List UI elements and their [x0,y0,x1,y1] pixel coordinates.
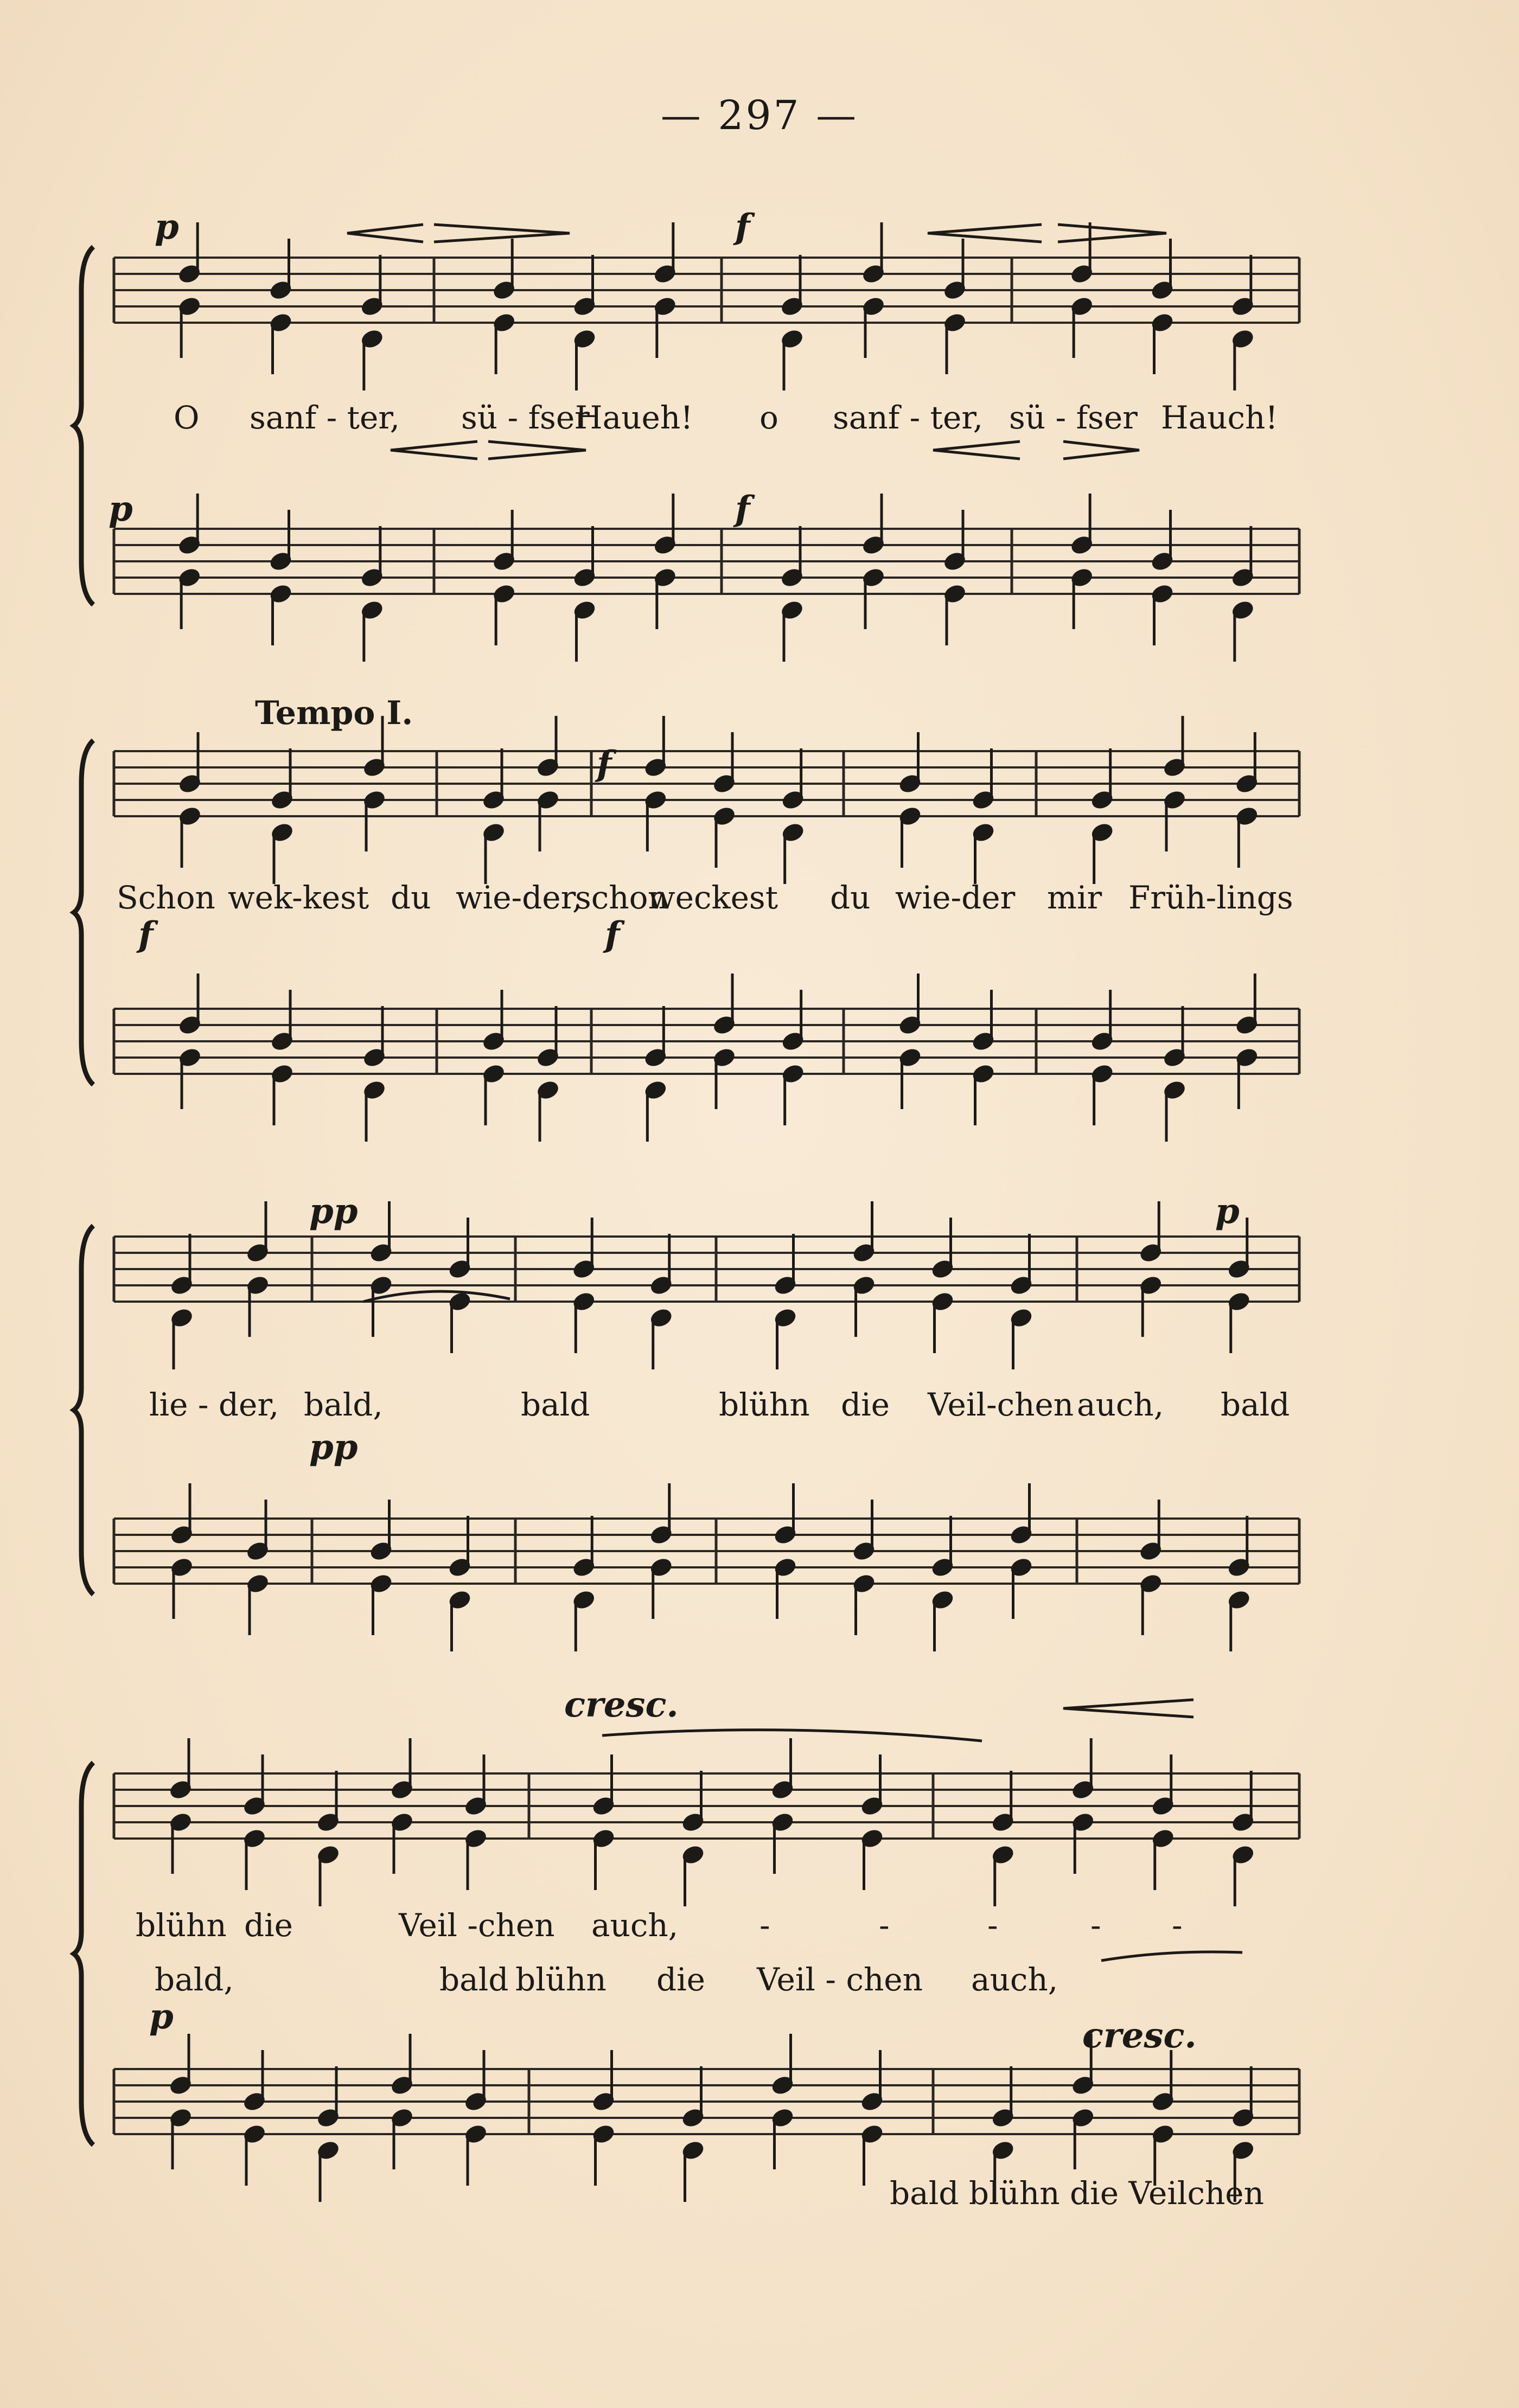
crescendo-hairpin [933,441,1020,459]
note [449,1590,471,1651]
lyric-syllable: Veil-chen [928,1386,1074,1423]
note [573,1292,595,1353]
note [899,1048,921,1109]
tempo-marking: Tempo I. [255,694,413,732]
lyric-syllable: die [244,1907,293,1944]
note [247,1500,269,1561]
note [493,584,515,645]
note [363,1006,386,1067]
lyric-syllable: wie-der [895,879,1016,916]
lower-staff [114,2069,1299,2134]
note [317,2066,340,2128]
lyric-syllable: - [760,1907,770,1944]
note [537,1080,559,1142]
note [781,600,803,662]
lyric-syllable: sü - fser [1009,399,1138,436]
note [782,823,804,884]
dynamic-marking: p [149,1996,174,2037]
lyric-syllable: blühn [515,1961,607,1998]
note [992,2066,1014,2128]
note [654,297,676,358]
upper-staff [114,751,1299,816]
note [244,1829,266,1890]
note [592,1754,615,1816]
note [449,1516,471,1577]
note [592,2124,615,2186]
lyric-syllable: weckest [648,879,778,916]
note [592,2050,615,2111]
system-brace [74,1226,93,1594]
note [861,1754,883,1816]
crescendo-hairpin [1063,1700,1194,1717]
note [1164,1080,1186,1142]
note [449,1292,471,1353]
note [1140,1201,1162,1263]
note [170,1738,192,1799]
lyric-syllable: bald, [155,1961,234,1998]
crescendo-hairpin [928,225,1042,242]
note [944,584,966,645]
note [270,239,292,300]
note [271,748,293,810]
note [992,1771,1014,1832]
note [644,1006,667,1067]
note [1072,1738,1094,1799]
dynamic-marking: cresc. [564,1685,679,1725]
note [1164,1006,1186,1067]
note [782,990,804,1051]
lyric-syllable: Schon [117,879,215,916]
note [931,1516,954,1577]
note [899,732,921,793]
note [1236,1048,1258,1109]
dynamic-marking: pp [309,1191,358,1232]
note [1140,1276,1162,1337]
tie-slur [363,1291,510,1302]
note [713,806,736,868]
note [1071,222,1093,284]
note [771,2108,794,2169]
lyric-syllable: blühn [136,1907,227,1944]
note [370,1500,392,1561]
note [483,748,505,810]
note [370,1574,392,1635]
note [370,1201,392,1263]
decrescendo-hairpin [1063,441,1139,459]
dynamic-marking: f [605,914,620,955]
lyric-syllable: die [841,1386,890,1423]
note [573,329,596,390]
lyric-syllable: blühn [719,1386,810,1423]
note [771,2034,794,2095]
lyric-syllable: die [656,1961,706,1998]
note [391,2108,413,2169]
note [1236,974,1258,1035]
note [317,1845,340,1906]
note [654,494,676,555]
note [370,1276,392,1337]
dynamic-marking: f [735,489,750,529]
note [1010,1483,1032,1545]
note [483,1064,505,1125]
note [171,1558,193,1619]
lyric-syllable: schon [575,879,668,916]
note [682,2066,704,2128]
tie-slur [1101,1952,1242,1961]
note [171,1234,193,1295]
note [931,1590,954,1651]
note [270,584,292,645]
note [573,526,596,587]
note [178,568,201,629]
note [853,1574,875,1635]
note [361,600,383,662]
note [170,2108,192,2169]
lyric-syllable: bald [439,1961,509,1998]
note [972,823,994,884]
note [483,990,505,1051]
note [782,748,804,810]
upper-staff [114,258,1299,323]
note [179,974,201,1035]
note [361,255,383,316]
system-brace [74,1763,93,2145]
note [483,823,505,884]
lower-staff [114,529,1299,594]
note [713,1048,736,1109]
note [1231,600,1254,662]
lower-staff [114,1519,1299,1584]
note [1010,1308,1032,1369]
note [1228,1590,1250,1651]
lyric-syllable: O [174,399,200,436]
lyric-syllable: bald, [304,1386,383,1423]
note [179,1048,201,1109]
note [1072,2108,1094,2169]
note [1010,1558,1032,1619]
note [244,2124,266,2186]
note [247,1201,269,1263]
note [650,1558,672,1619]
note [171,1308,193,1369]
note [493,239,515,300]
note [178,222,201,284]
lyric-syllable: Veil - chen [757,1961,923,1998]
note [972,1064,994,1125]
note [465,1829,487,1890]
lyric-syllable: auch, [1077,1386,1164,1423]
note [537,790,559,851]
note [713,974,736,1035]
lyric-syllable: du [830,879,871,916]
dynamic-marking: cresc. [1082,2015,1197,2056]
upper-staff [114,1773,1299,1839]
dynamic-marking: f [138,914,154,955]
note [493,313,515,374]
note [361,329,383,390]
lyric-syllable: Haueh! [575,399,693,436]
note [1151,584,1173,645]
lyric-syllable: wek-kest [228,879,369,916]
note [271,990,293,1051]
note [465,2124,487,2186]
note [1091,823,1113,884]
note [944,510,966,571]
note [573,255,596,316]
note [361,526,383,587]
note [853,1500,875,1561]
note [1231,526,1254,587]
note [317,2141,340,2202]
dynamic-marking: p [1215,1191,1240,1232]
note [650,1483,672,1545]
note [650,1308,672,1369]
lyric-syllable: mir [1047,879,1102,916]
note [1140,1574,1162,1635]
decrescendo-hairpin [1058,225,1166,242]
note [1091,990,1113,1051]
crescendo-hairpin [347,225,423,242]
note [1164,716,1186,777]
page-number: — 297 — [660,92,859,139]
lyric-syllable: o [760,399,778,436]
note [972,990,994,1051]
lyric-syllable: - [1090,1907,1101,1944]
note [391,1813,413,1874]
continuation-lyric: bald blühn die Veilchen [890,2175,1264,2212]
lyric-syllable: auch, [971,1961,1058,1998]
note [271,823,293,884]
note [861,1829,883,1890]
note [1164,790,1186,851]
lyric-syllable: lie - der, [149,1386,279,1423]
note [493,510,515,571]
note [391,1738,413,1799]
note [363,790,386,851]
note [1140,1500,1162,1561]
note [1071,297,1093,358]
note [1228,1516,1250,1577]
note [592,1829,615,1890]
note [1228,1292,1250,1353]
decrescendo-hairpin [488,441,586,459]
note [654,222,676,284]
note [178,297,201,358]
note [853,1276,875,1337]
note [170,1813,192,1874]
note [1071,568,1093,629]
note [774,1308,796,1369]
lyric-syllable: du [391,879,431,916]
crescendo-hairpin [391,441,477,459]
note [682,1771,704,1832]
note [1232,2066,1254,2128]
note [1151,510,1173,571]
note [171,1483,193,1545]
note [863,297,885,358]
note [179,732,201,793]
lyric-syllable: bald [1221,1386,1290,1423]
note [863,222,885,284]
lyric-syllable: sanf - ter, [250,399,400,436]
note [944,239,966,300]
note [449,1218,471,1279]
note [1232,1771,1254,1832]
note [853,1201,875,1263]
note [931,1218,954,1279]
note [179,806,201,868]
lyric-syllable: - [879,1907,890,1944]
note [1151,313,1173,374]
note [391,2034,413,2095]
lyric-syllable: Früh-lings [1128,879,1293,916]
note [1232,1845,1254,1906]
lyric-syllable: - [987,1907,998,1944]
note [1236,806,1258,868]
note [1071,494,1093,555]
note [650,1234,672,1295]
lyric-syllable: sü - fser [461,399,590,436]
note [1152,1829,1174,1890]
note [774,1558,796,1619]
note [1010,1234,1032,1295]
note [465,2050,487,2111]
note [573,1590,595,1651]
note [861,2124,883,2186]
note [270,510,292,571]
note [1231,255,1254,316]
note [1231,329,1254,390]
lyric-syllable: wie-der, [456,879,583,916]
note [537,716,559,777]
note [247,1574,269,1635]
note [1152,2050,1174,2111]
note [972,748,994,810]
note [861,2050,883,2111]
note [270,313,292,374]
lyric-syllable: - [1172,1907,1183,1944]
note [247,1276,269,1337]
note [244,1754,266,1816]
system-brace [74,247,93,605]
note [781,526,803,587]
dynamic-marking: p [108,489,133,529]
note [931,1292,954,1353]
note [317,1771,340,1832]
note [944,313,966,374]
note [992,1845,1014,1906]
note [863,494,885,555]
lyric-syllable: auch, [591,1907,679,1944]
note [644,1080,667,1142]
note [682,2141,704,2202]
note [1091,748,1113,810]
note [537,1006,559,1067]
note [771,1738,794,1799]
note [244,2050,266,2111]
note [899,974,921,1035]
note [781,329,803,390]
note [682,1845,704,1906]
note [465,1754,487,1816]
note [782,1064,804,1125]
lyric-syllable: bald [521,1386,590,1423]
note [1152,1754,1174,1816]
note [363,1080,386,1142]
note [644,790,667,851]
note [1236,732,1258,793]
upper-staff [114,1237,1299,1302]
note [771,1813,794,1874]
note [654,568,676,629]
note [713,732,736,793]
note [573,600,596,662]
dynamic-marking: f [597,744,612,784]
dynamic-marking: pp [309,1427,358,1468]
note [178,494,201,555]
decrescendo-hairpin [434,225,570,242]
dynamic-marking: p [155,207,179,247]
note [573,1516,595,1577]
note [774,1483,796,1545]
note [644,716,667,777]
system-brace [74,740,93,1085]
note [271,1064,293,1125]
note [1091,1064,1113,1125]
note [774,1234,796,1295]
lyric-syllable: sanf - ter, [833,399,984,436]
note [1072,1813,1094,1874]
note [573,1218,595,1279]
note [863,568,885,629]
note [1151,239,1173,300]
note [781,255,803,316]
lyric-syllable: Veil -chen [399,1907,555,1944]
dynamic-marking: f [735,207,750,247]
note [899,806,921,868]
note [170,2034,192,2095]
lyric-syllable: Hauch! [1161,399,1278,436]
